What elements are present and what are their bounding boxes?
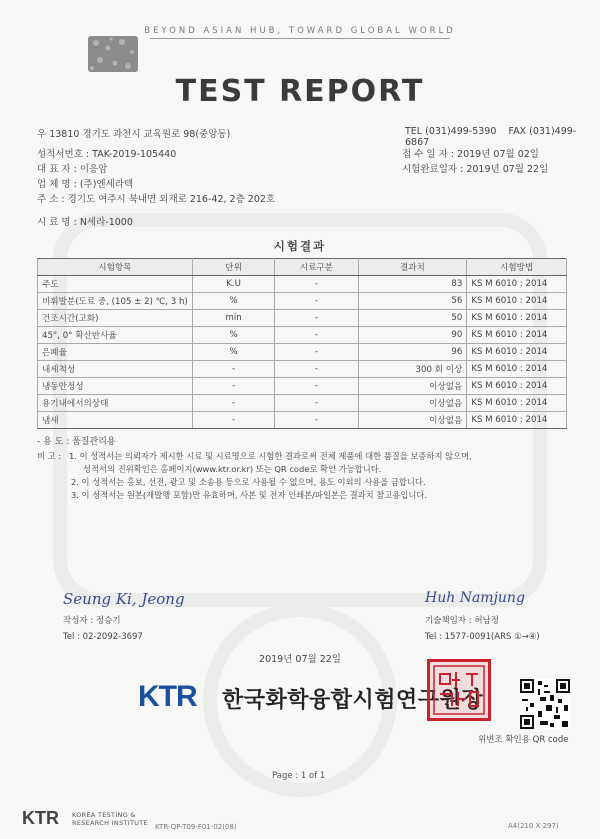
- company-row: [37, 176, 133, 190]
- form-code: KTR-QP-T09-F01-02(08): [155, 823, 237, 831]
- cell-unit: %: [192, 344, 275, 361]
- institute-address: 우 13810 경기도 과천시 교육원로 98(중앙동): [37, 129, 231, 140]
- qr-code-icon[interactable]: [520, 679, 570, 729]
- official-seal-stamp: [427, 659, 491, 721]
- signature-author: Seung Ki, Jeong: [63, 590, 185, 608]
- cell-method: KS M 6010 : 2014: [467, 395, 567, 412]
- note-1: [37, 450, 472, 463]
- cell-unit: %: [192, 293, 275, 310]
- cell-method: KS M 6010 : 2014: [467, 327, 567, 344]
- cell-result: 이상없음: [358, 412, 467, 429]
- table-row: [38, 378, 567, 395]
- cell-item: 은폐율: [38, 344, 193, 361]
- col-header-result: 결과치: [358, 259, 467, 276]
- received-date: 2019년 07월 02일: [457, 149, 539, 160]
- results-table: [37, 258, 567, 429]
- address-label: 주 소 :: [37, 194, 65, 205]
- author-tel: Tel : 02-2092-3697: [63, 632, 143, 642]
- col-header-sample: 시료구분: [275, 259, 358, 276]
- cell-sample: -: [275, 344, 358, 361]
- notes-block: [37, 450, 472, 502]
- cell-sample: -: [275, 327, 358, 344]
- table-row: [38, 412, 567, 429]
- company: (주)엔세라텍: [79, 179, 134, 190]
- note-2: 2. 이 성적서는 홍보, 선전, 광고 및 소송용 등으로 사용될 수 없으며, 용도 이외의 사용을 금합니다.: [71, 477, 426, 487]
- received-row: [402, 146, 539, 160]
- cell-sample: -: [275, 412, 358, 429]
- issue-date: 2019년 07월 22일: [259, 654, 341, 665]
- cell-sample: -: [275, 276, 358, 293]
- institute-fax: FAX (031)499-6867: [405, 126, 577, 148]
- cell-method: KS M 6010 : 2014: [467, 310, 567, 327]
- tagline-divider: [150, 38, 450, 39]
- cell-method: KS M 6010 : 2014: [467, 378, 567, 395]
- cell-item: 용기내에서의상태: [38, 395, 193, 412]
- cell-item: 비휘발분(도료 중, (105 ± 2) ℃, 3 h): [38, 293, 193, 310]
- company-address: 경기도 여주시 북내면 외재로 216-42, 2층 202호: [67, 194, 276, 205]
- cell-method: KS M 6010 : 2014: [467, 412, 567, 429]
- completed-date: 2019년 07월 22일: [466, 164, 549, 175]
- address-row: [37, 191, 275, 205]
- institute-tel: TEL (031)499-5390: [405, 126, 497, 137]
- completed-label: 시험완료일자 :: [402, 164, 464, 175]
- qr-note: 위변조 확인용 QR code: [478, 735, 569, 745]
- note-3: 3. 이 성적서는 원본(재발행 포함)만 유효하며, 사본 및 전자 인쇄본/파일본은 결과치 참고용입니다.: [71, 490, 428, 500]
- cell-unit: -: [192, 378, 275, 395]
- completed-row: [402, 161, 548, 175]
- representative-label: 대 표 자 :: [37, 164, 77, 175]
- author-role: 작성자 : 정승기: [63, 616, 121, 626]
- cell-result: 56: [358, 293, 467, 310]
- cell-result: 이상없음: [358, 378, 467, 395]
- footer-inst-line1: KOREA TESTING &: [72, 811, 136, 819]
- table-row: [38, 344, 567, 361]
- table-row: [38, 310, 567, 327]
- footer-ktr-logo: KTR: [22, 808, 59, 828]
- hologram-seal-icon: [88, 36, 138, 72]
- cell-item: 냄새: [38, 412, 193, 429]
- cell-unit: -: [192, 412, 275, 429]
- institute-name: 한국화학융합시험연구원장: [222, 688, 484, 713]
- tagline: BEYOND ASIAN HUB, TOWARD GLOBAL WORLD: [144, 26, 456, 36]
- cell-sample: -: [275, 310, 358, 327]
- cell-method: KS M 6010 : 2014: [467, 344, 567, 361]
- cell-method: KS M 6010 : 2014: [467, 361, 567, 378]
- ktr-logo: KTR: [138, 680, 197, 713]
- col-header-item: 시험항목: [38, 259, 193, 276]
- cell-unit: min: [192, 310, 275, 327]
- received-label: 접 수 일 자 :: [402, 149, 454, 160]
- paper-size: A4(210 X 297): [508, 822, 559, 830]
- report-number: TAK-2019-105440: [92, 149, 177, 160]
- report-number-row: [37, 146, 176, 160]
- cell-sample: -: [275, 395, 358, 412]
- cell-unit: K.U: [192, 276, 275, 293]
- cell-item: 냉동안정성: [38, 378, 193, 395]
- cell-result: 300 회 이상: [358, 361, 467, 378]
- footer-inst-line2: RESEARCH INSTITUTE: [72, 819, 148, 827]
- cell-sample: -: [275, 378, 358, 395]
- cell-item: 주도: [38, 276, 193, 293]
- results-title: 시험결과: [273, 239, 327, 253]
- cell-sample: -: [275, 361, 358, 378]
- institute-contact: [405, 126, 600, 148]
- report-title: TEST REPORT: [175, 74, 425, 109]
- sample-row: [37, 214, 133, 228]
- cell-method: KS M 6010 : 2014: [467, 276, 567, 293]
- cell-unit: %: [192, 327, 275, 344]
- cell-result: 90: [358, 327, 467, 344]
- cell-result: 이상없음: [358, 395, 467, 412]
- table-row: [38, 361, 567, 378]
- page-indicator: Page : 1 of 1: [272, 771, 326, 781]
- col-header-unit: 단위: [192, 259, 275, 276]
- signature-technical-manager: Huh Namjung: [425, 590, 525, 606]
- cell-result: 96: [358, 344, 467, 361]
- note-1-text: 1. 이 성적서는 의뢰자가 제시한 시료 및 시료명으로 시험한 결과로써 전체 제품에 대한 품질을 보증하지 않으며,: [69, 451, 472, 461]
- cell-result: 50: [358, 310, 467, 327]
- use-line: - 용 도 : 품질관리용: [37, 437, 116, 447]
- table-row: [38, 293, 567, 310]
- cell-item: 45°, 0° 확산반사율: [38, 327, 193, 344]
- table-row: [38, 395, 567, 412]
- table-row: [38, 276, 567, 293]
- sample-name: N세라-1000: [79, 217, 133, 228]
- report-number-label: 성적서번호 :: [37, 149, 90, 160]
- notes-label: 비 고 :: [37, 451, 62, 461]
- company-label: 업 체 명 :: [37, 179, 77, 190]
- footer-institute-name: [72, 811, 148, 827]
- sample-label: 시 료 명 :: [37, 217, 77, 228]
- table-row: [38, 327, 567, 344]
- note-1b: 성적서의 진위확인은 홈페이지(www.ktr.or.kr) 또는 QR code로 확인 가능합니다.: [83, 464, 382, 474]
- cell-result: 83: [358, 276, 467, 293]
- cell-method: KS M 6010 : 2014: [467, 293, 567, 310]
- representative: 이응암: [79, 164, 108, 175]
- cell-unit: -: [192, 395, 275, 412]
- representative-row: [37, 161, 107, 175]
- table-header-row: [38, 259, 567, 276]
- cell-item: 건조시간(고화): [38, 310, 193, 327]
- cell-sample: -: [275, 293, 358, 310]
- col-header-method: 시험방법: [467, 259, 567, 276]
- cell-item: 내세척성: [38, 361, 193, 378]
- technical-manager-role: 기술책임자 : 허남정: [425, 616, 499, 626]
- cell-unit: -: [192, 361, 275, 378]
- technical-manager-tel: Tel : 1577-0091(ARS ①→④): [425, 632, 540, 642]
